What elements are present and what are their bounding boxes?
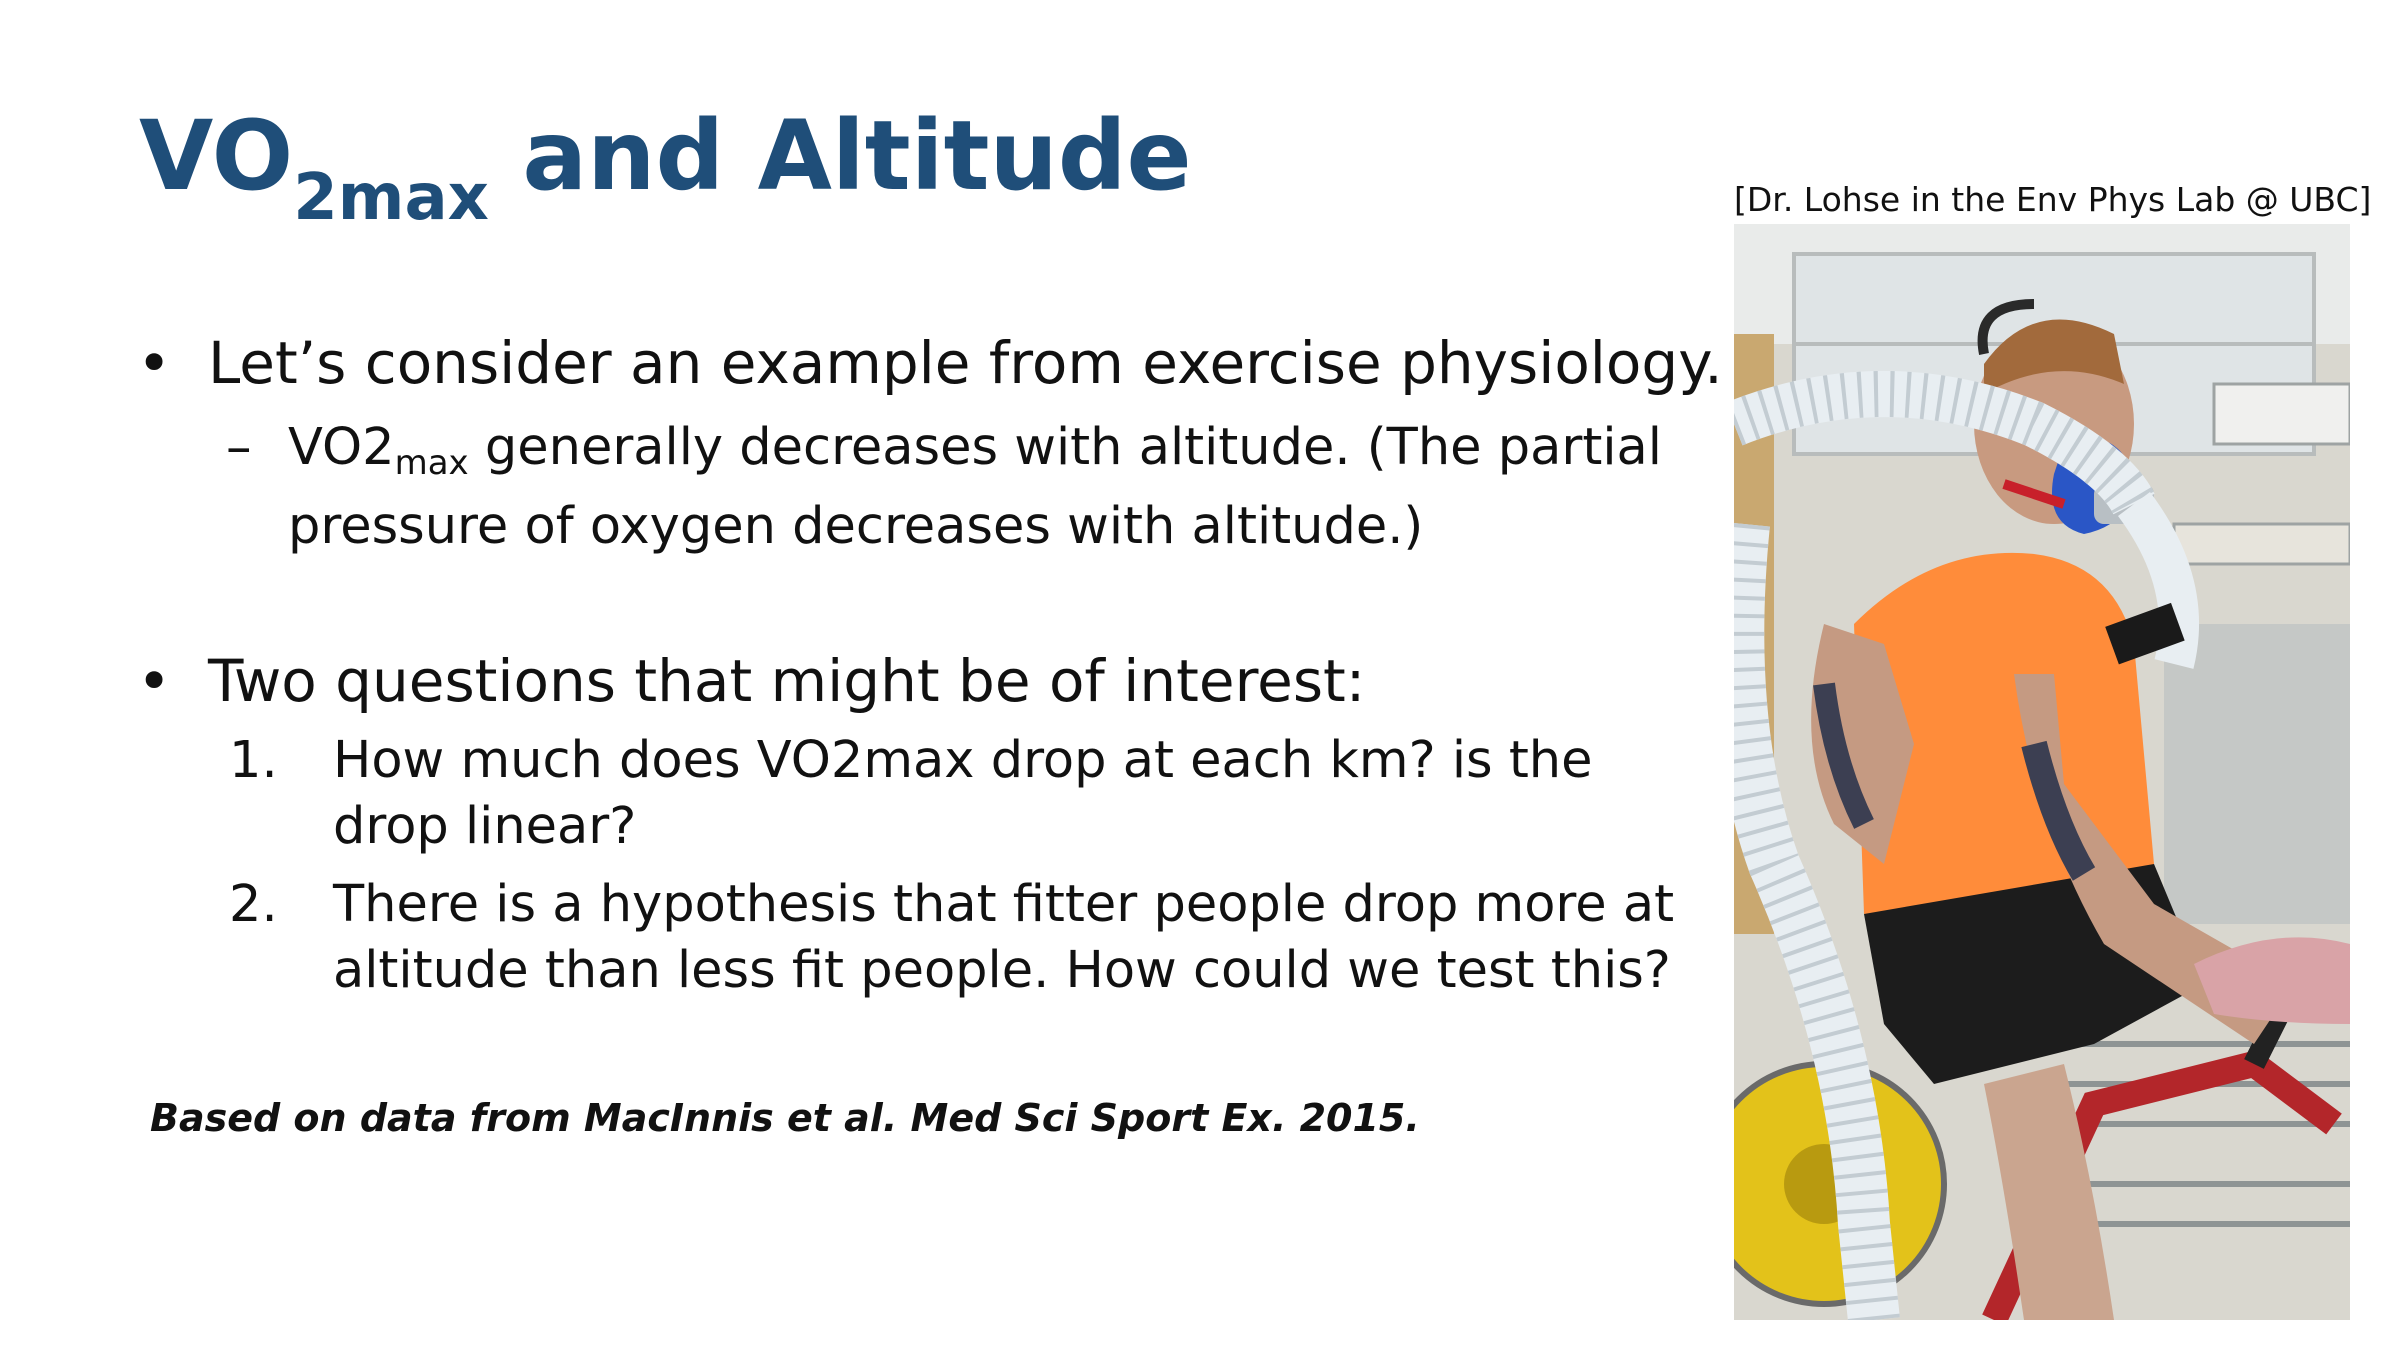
slide-title	[139, 100, 1192, 235]
title-main: VO	[139, 100, 294, 212]
sub-bullet-text	[288, 416, 1668, 559]
dash-icon: –	[226, 418, 252, 477]
bullet-icon: •	[137, 647, 172, 715]
lab-photo	[1734, 224, 2350, 1320]
title-subscript: 2max	[293, 161, 489, 235]
question-text: There is a hypothesis that fitter people drop more at altitude than less fit people. How could we test this?	[333, 875, 1675, 1000]
sub-bullet-post: generally decreases with altitude. (The partial pressure of oxygen decreases with altitude.)	[288, 418, 1662, 556]
sub-bullet-pre: VO2	[288, 418, 395, 477]
bullet-text: Let’s consider an example from exercise physiology.	[208, 329, 1723, 397]
question-text: How much does VO2max drop at each km? is the drop linear?	[333, 731, 1593, 856]
bullet-text: Two questions that might be of interest:	[208, 647, 1366, 715]
lab-photo-illustration	[1734, 224, 2350, 1320]
question-number: 1.	[229, 731, 278, 790]
title-rest: and Altitude	[488, 100, 1192, 212]
citation: Based on data from MacInnis et al. Med Sci Sport Ex. 2015.	[150, 1096, 1420, 1140]
bullet-icon: •	[137, 329, 172, 397]
question-number: 2.	[229, 875, 278, 934]
sub-bullet-subscript: max	[394, 443, 469, 483]
photo-caption: [Dr. Lohse in the Env Phys Lab @ UBC]	[1734, 180, 2372, 219]
